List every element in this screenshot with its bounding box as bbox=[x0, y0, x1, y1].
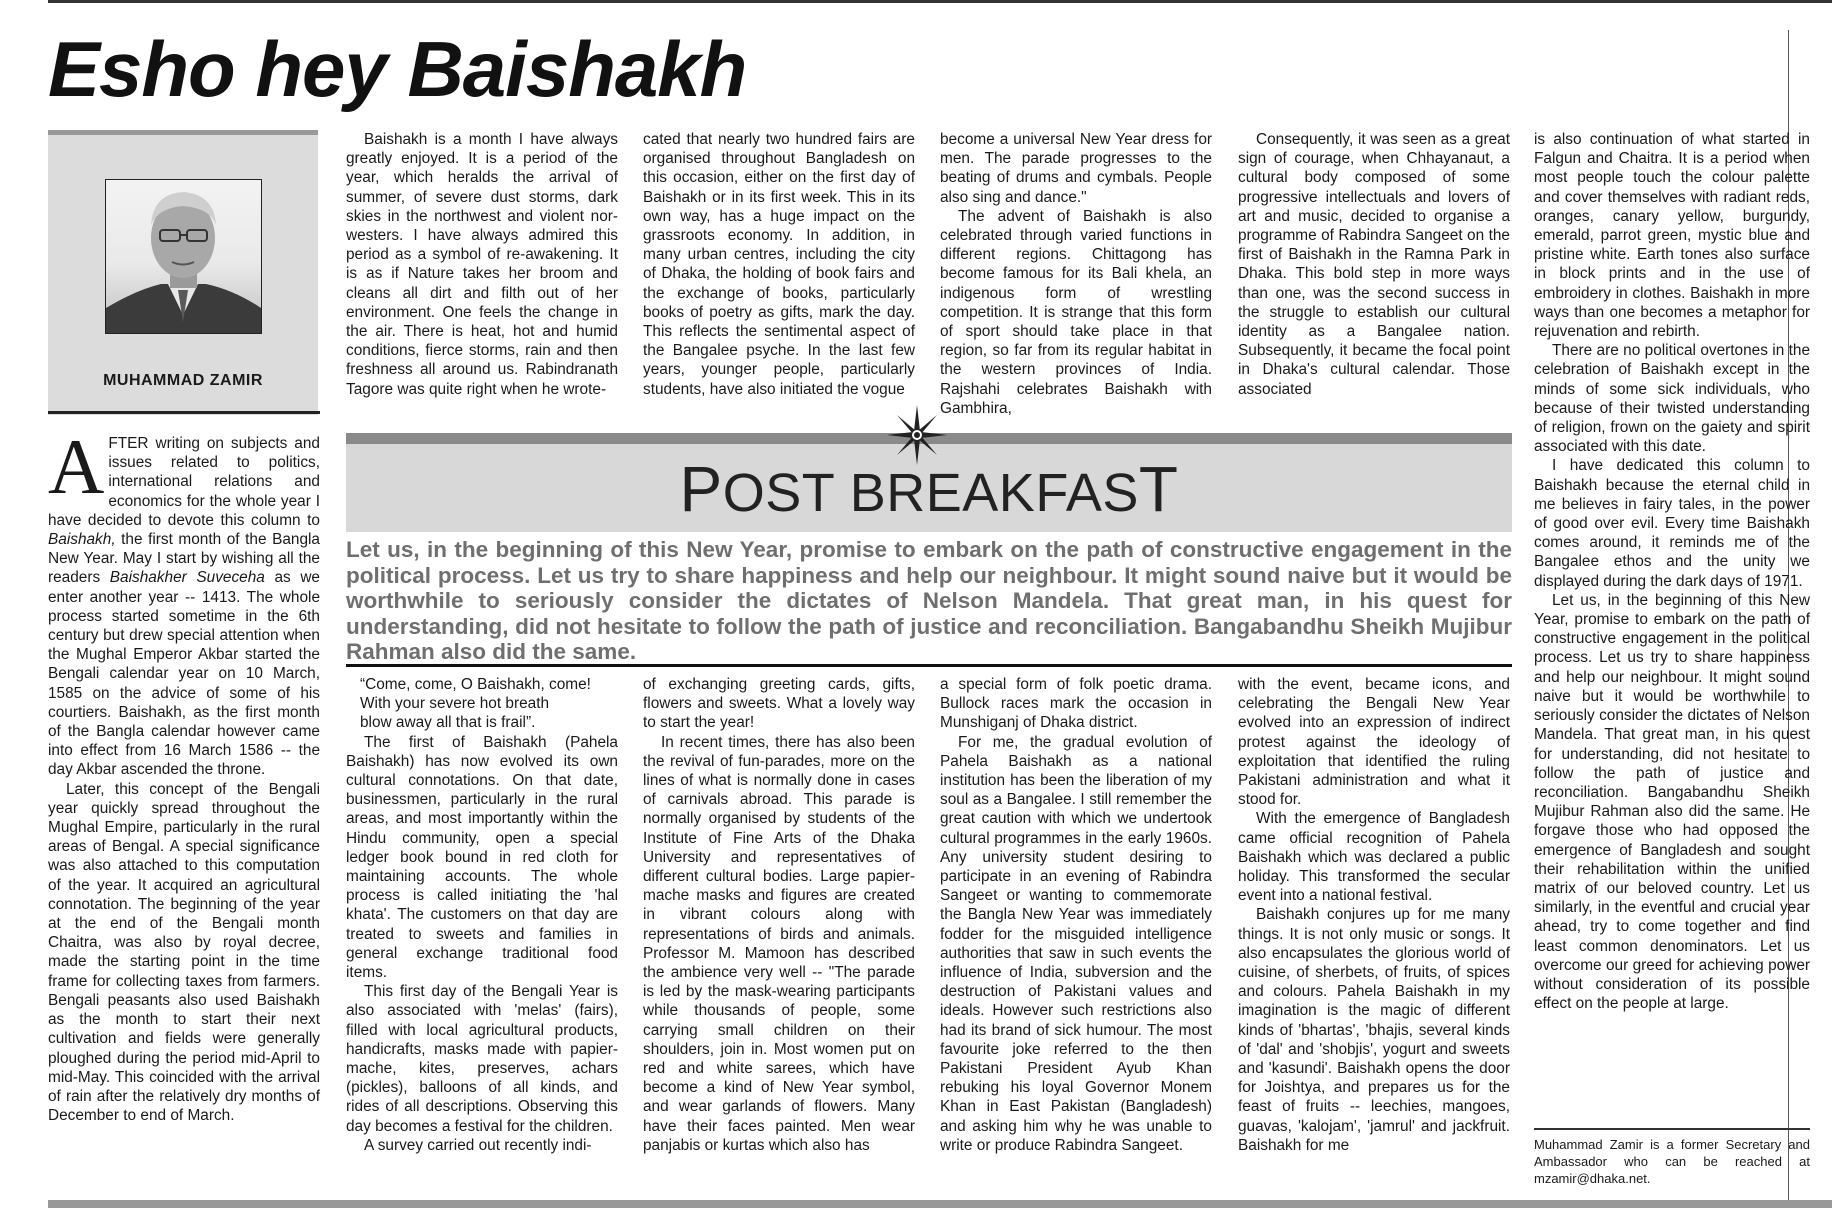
article-column-top-2 bbox=[643, 130, 915, 406]
paragraph: The advent of Baishakh is also celebrated through varied functions in different regions. Chittagong has become famous for its Bali khela, an indigenous form of wrestling competition. It is strange that this form of sport should take place in that region, so far from its regular habitat in the western provinces of India. Rajshahi celebrates Baishakh with Gambhira, bbox=[940, 207, 1212, 417]
headline: Esho hey Baishakh bbox=[48, 25, 747, 113]
paragraph: In recent times, there has also been the revival of fun-parades, more on the lines of what is normally done in cases of carnivals abroad. This parade is normally organised by students of the Institute of Fine Arts of the Dhaka University and representatives of different cultural bodies. Large papier-mache masks and figures are created in vibrant colours along with representations of birds and animals. Professor M. Mamoon has described the ambience very well -- "The parade is led by the mask-wearing participants while thousands of people, some carrying small children on their shoulders, join in. Most women put on red and white sarees, which have become a kind of New Year symbol, and wear garlands of flowers. Many have their faces painted. Men wear panjabis or kurtas which also has bbox=[643, 733, 915, 1154]
column-title: POST BREAKFAST bbox=[679, 453, 1179, 525]
article-column-bottom-1 bbox=[346, 675, 618, 1195]
bottom-rule bbox=[48, 1200, 1832, 1208]
paragraph: A survey carried out recently indi- bbox=[364, 1136, 592, 1154]
paragraph: with the event, became icons, and celebrating the Bengali New Year evolved into an expression of indirect protest against the ideology of exploitation that identified the ruling Pakistani administration and what it stood for. bbox=[1238, 676, 1510, 809]
paragraph: of exchanging greeting cards, gifts, flowers and sweets. What a lovely way to start the year! bbox=[643, 676, 915, 732]
article-column-bottom-2 bbox=[643, 675, 915, 1195]
pull-quote-rule bbox=[346, 664, 1512, 667]
footnote-rule bbox=[1534, 1128, 1810, 1130]
article-column-right bbox=[1534, 130, 1810, 1123]
pull-quote: Let us, in the beginning of this New Year, promise to embark on the path of constructive engagement in the political process. Let us try to share happiness and help our neighbour. It might sound naive but it would be worthwhile to seriously consider the dictates of Nelson Mandela. That great man, in his quest for understanding, did not hesitate to follow the path of justice and reconciliation. Bangabandhu Sheikh Mujibur Rahman also did the same. bbox=[346, 537, 1512, 664]
paragraph: Let us, in the beginning of this New Year, promise to embark on the path of constructive engagement in the political process. Let us try to share happiness and help our neighbour. It might sound naive but it would be worthwhile to seriously consider the dictates of Nelson Mandela. That great man, in his quest for understanding, did not hesitate to follow the path of justice and reconciliation. Bangabandhu Sheikh Mujibur Rahman also did the same. He forgave those who had opposed the emergence of Bangladesh and sought their rehabilitation within the unified matrix of our beloved country. Let us similarly, in the eventful and crucial year ahead, try to come together and find least common denominators. Let us overcome our greed for achieving power without consideration of its possible effect on the people at large. bbox=[1534, 591, 1810, 1013]
paragraph: Later, this concept of the Bengali year quickly spread throughout the Mughal Empire, particularly in the rural areas of Bengal. A special significance was also attached to this computation of the year. It acquired an agricultural connotation. The beginning of the year at the end of the Bengali month Chaitra, was also by royal decree, made the starting point in the time frame for collecting taxes from farmers. Bengali peasants also used Baishakh as the month to start their next cultivation and fields were generally ploughed during the period mid-April to mid-May. This coincided with the arrival of rain after the relatively dry months of December to end of March. bbox=[48, 780, 320, 1125]
paragraph: With the emergence of Bangladesh came official recognition of Pahela Baishakh which was declared a public holiday. This transformed the secular event into a national festival. bbox=[1238, 810, 1510, 905]
paragraph: become a universal New Year dress for men. The parade progresses to the beating of drums and cymbals. People also sing and dance." bbox=[940, 131, 1212, 206]
article-column-left bbox=[48, 423, 320, 1194]
drop-cap: A bbox=[48, 423, 105, 510]
author-footnote: Muhammad Zamir is a former Secretary and Ambassador who can be reached at mzamir@dhaka.net. bbox=[1534, 1137, 1810, 1186]
poem: “Come, come, O Baishakh, come! With your severe hot breath blow away all that is frail”. bbox=[360, 676, 591, 732]
author-byline: MUHAMMAD ZAMIR bbox=[103, 372, 263, 389]
article-column-bottom-4 bbox=[1238, 675, 1510, 1195]
paragraph: Consequently, it was seen as a great sign of courage, when Chhayanaut, a cultural body composed of some progressive intellectuals and lovers of art and music, decided to organise a programme of Rabindra Sangeet on the first of Baishakh in the Ramna Park in Dhaka. This bold step in more ways than one, was the second success in the struggle to establish our cultural identity as a Bangalee nation. Subsequently, it became the focal point in Dhaka's cultural calendar. Those associated bbox=[1238, 131, 1510, 398]
author-photo-panel bbox=[48, 130, 318, 415]
article-column-top-1 bbox=[346, 130, 618, 406]
paragraph: For me, the gradual evolution of Pahela Baishakh as a national institution has been the liberation of my soul as a Bangalee. I still remember the great caution with which we undertook cultural programmes in the early 1960s. Any university student desiring to participate in an evening of Rabindra Sangeet or wanting to commemorate the Bangla New Year was immediately fodder for the misguided intelligence authorities that saw in such events the influence of India, subversion and the destruction of Pakistani values and ideals. However such restrictions also had its brand of sick humour. The most favourite joke referred to the then Pakistani President Ayub Khan rebuking his loyal Governor Monem Khan in East Pakistan (Bangladesh) and asking him why he was unable to write or produce Rabindra Sangeet. bbox=[940, 733, 1212, 1154]
paragraph: Baishakh conjures up for me many things. It is not only music or songs. It also encapsulates the glorious world of cuisine, of sherbets, of fruits, of spices and colours. Pahela Baishakh in my imagination is the magic of different kinds of 'bhartas', 'bhajis, several kinds of 'dal' and 'shobjis', yogurt and sweets and 'kasundi'. Baishakh opens the door for Joishtya, and prepares us for the feast of fruits -- leechies, mangoes, guavas, 'kalojam', 'jamrul' and jackfruit. Baishakh for me bbox=[1238, 906, 1510, 1154]
byline-rule bbox=[48, 411, 320, 414]
paragraph: cated that nearly two hundred fairs are organised throughout Bangladesh on this occasion, either on the first day of Baishakh or in its first week. This in its own way, has a huge impact on the grassroots economy. In addition, in many urban centres, including the city of Dhaka, the holding of book fairs and the exchange of books, particularly books of poetry as gifts, mark the day. This reflects the sentimental aspect of the Bangalee psyche. In the last few years, younger people, particularly students, have also initiated the vogue bbox=[643, 131, 915, 398]
paragraph: I have dedicated this column to Baishakh because the eternal child in me believes in fairy tales, in the power of good over evil. Every time Baishakh comes around, it reminds me of the Bangalee ethos and the unity we displayed during the dark days of 1971. bbox=[1534, 457, 1810, 590]
paragraph: The first of Baishakh (Pahela Baishakh) has now evolved its own cultural connotations. On that date, businessmen, particularly in the rural areas, and most importantly within the Hindu community, open a special ledger book bound in red cloth for maintaining accounts. The whole process is called initiating the 'hal khata'. The customers on that day are treated to sweets and families in general exchange traditional food items. bbox=[346, 733, 618, 982]
paragraph: There are no political overtones in the celebration of Baishakh except in the minds of some sick individuals, who because of their twisted understanding of religion, frown on the gaiety and spirit associated with this date. bbox=[1534, 342, 1810, 456]
paragraph: AFTER writing on subjects and issues related to politics, international relations and economics for the whole year I have decided to devote this column to Baishakh, the first month of the Bangla New Year. May I start by wishing all the readers Baishakher Suveceha as we enter another year -- 1413. The whole process started sometime in the 6th century but drew special attention when the Mughal Emperor Akbar started the Bengali calendar year on 10 March, 1585 on the advice of some of his courtiers. Baishakh, as the first month of the Bangla calendar however came into effect from 16 March 1586 -- the day Akbar ascended the throne. bbox=[48, 423, 320, 779]
paragraph: This first day of the Bengali Year is also associated with 'melas' (fairs), filled with local agricultural products, handicrafts, masks made with papier-mache, kites, preserves, achars (pickles), balloons of all kinds, and rides of all descriptions. Observing this day becomes a festival for the children. bbox=[346, 983, 618, 1135]
top-rule bbox=[48, 0, 1832, 3]
article-column-bottom-3 bbox=[940, 675, 1212, 1195]
paragraph: a special form of folk poetic drama. Bullock races mark the occasion in Munshiganj of Dhaka district. bbox=[940, 676, 1212, 732]
paragraph: Baishakh is a month I have always greatly enjoyed. It is a period of the year, which heralds the arrival of summer, of severe dust storms, dark skies in the northwest and violent nor-westers. I have always admired this period as a symbol of re-awakening. It is as if Nature takes her broom and cleans all dirt and filth out of her environment. One feels the change in the air. There is heat, hot and humid conditions, fierce storms, rain and then freshness all around us. Rabindranath Tagore was quite right when he wrote- bbox=[346, 131, 618, 398]
article-column-top-4 bbox=[1238, 130, 1510, 406]
article-column-top-3 bbox=[940, 130, 1212, 417]
author-portrait-icon bbox=[106, 180, 261, 333]
paragraph: is also continuation of what started in Falgun and Chaitra. It is a period when most people touch the colour palette and cover themselves with radiant reds, oranges, canary yellow, burgundy, emerald, parrot green, mystic blue and pristine white. Earth tones also surface in block prints and in the use of embroidery in clothes. Baishakh in more ways than one becomes a metaphor for rejuvenation and rebirth. bbox=[1534, 131, 1810, 341]
author-photo bbox=[105, 179, 262, 334]
